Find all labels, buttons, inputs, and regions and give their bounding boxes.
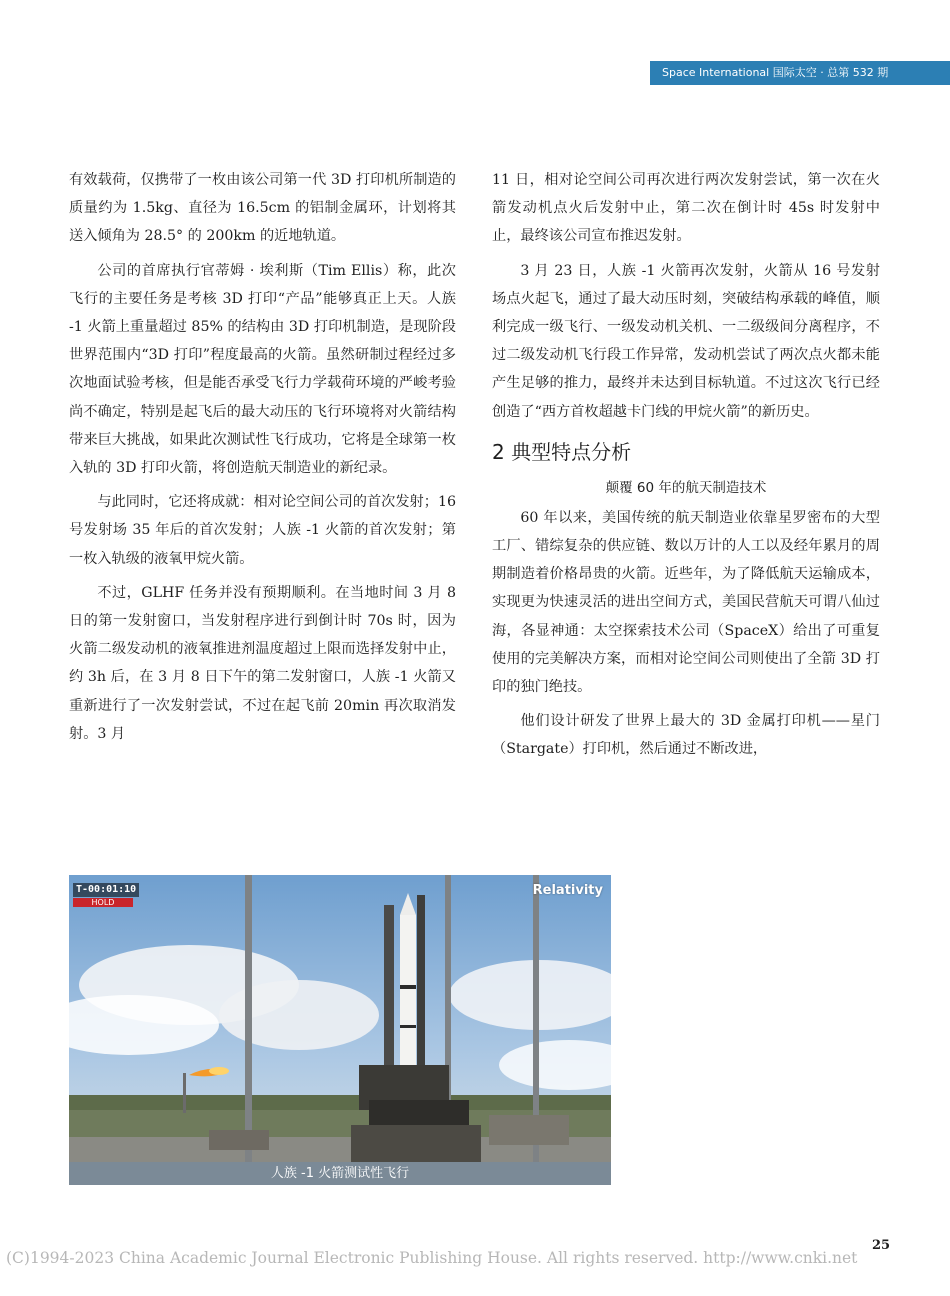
figure-caption: 人族 -1 火箭测试性飞行	[69, 1162, 611, 1185]
body-paragraph: 不过，GLHF 任务并没有预期顺利。在当地时间 3 月 8 日的第一发射窗口，当发射程序进行到倒计时 70s 时，因为火箭二级发动机的液氧推进剂温度超过上限而选择发射中止，约 3h 后，在 3 月 8 日下午的第二发射窗口，人族 -1 火箭又重新进行了一次发射尝试，不过在起飞前 20min 再次取消发射。3 月	[69, 584, 456, 742]
body-paragraph: 与此同时，它还将成就：相对论空间公司的首次发射；16 号发射场 35 年后的首次发射；人族 -1 火箭的首次发射；第一枚入轨级的液氧甲烷火箭。	[69, 494, 456, 567]
section-title: 2 典型特点分析	[492, 439, 632, 464]
body-paragraph: 3 月 23 日，人族 -1 火箭再次发射，火箭从 16 号发射场点火起飞，通过了最大动压时刻，突破结构承载的峰值，顺利完成一级飞行、一级发动机关机、一二级级间分离程序，不过二级发动机飞行段工作异常，发动机尝试了两次点火都未能产生足够的推力，最终并未达到目标轨道。不过这次飞行已经创造了“西方首枚超越卡门线的甲烷火箭”的新历史。	[492, 262, 880, 420]
journal-header-bar	[650, 61, 950, 85]
hold-status-badge: HOLD	[73, 898, 133, 907]
rocket-launch-photo	[69, 875, 611, 1162]
copyright-notice: (C)1994-2023 China Academic Journal Electronic Publishing House. All rights reserved. http://www.cnki.net	[6, 1249, 858, 1267]
right-column	[492, 166, 880, 770]
broadcast-watermark: Relativity	[532, 883, 603, 898]
body-paragraph: 他们设计研发了世界上最大的 3D 金属打印机——星门（Stargate）打印机，然后通过不断改进，	[492, 713, 880, 758]
left-column	[69, 166, 456, 754]
rocket-figure	[69, 875, 611, 1185]
body-paragraph: 60 年以来，美国传统的航天制造业依靠星罗密布的大型工厂、错综复杂的供应链、数以万计的人工以及经年累月的周期制造着价格昂贵的火箭。近些年，为了降低航天运输成本，实现更为快速灵活的进出空间方式，美国民营航天可谓八仙过海，各显神通：太空探索技术公司（SpaceX）给出了可重复使用的完美解决方案，而相对论空间公司则使出了全箭 3D 打印的独门绝技。	[492, 509, 880, 696]
body-paragraph: 公司的首席执行官蒂姆 · 埃利斯（Tim Ellis）称，此次飞行的主要任务是考核 3D 打印“产品”能够真正上天。人族 -1 火箭上重量超过 85% 的结构由 3D 打印机制造，是现阶段世界范围内“3D 打印”程度最高的火箭。虽然研制过程经过多次地面试验考核，但是能否承受飞行力学载荷环境的严峻考验尚不确定，特别是起飞后的最大动压的飞行环境将对火箭结构带来巨大挑战，如果此次测试性飞行成功，它将是全球第一枚入轨的 3D 打印火箭，将创造航天制造业的新纪录。	[69, 262, 456, 477]
page-number: 25	[872, 1238, 891, 1253]
body-paragraph: 有效载荷，仅携带了一枚由该公司第一代 3D 打印机所制造的质量约为 1.5kg、直径为 16.5cm 的铝制金属环，计划将其送入倾角为 28.5° 的 200km 的近地轨道。	[69, 172, 456, 245]
launch-pad-illustration	[69, 875, 611, 1162]
journal-header-text: Space International 国际太空 · 总第 532 期	[662, 66, 889, 79]
countdown-clock: T-00:01:10	[73, 883, 139, 897]
subheading: 颠覆 60 年的航天制造技术	[605, 479, 767, 496]
body-paragraph: 11 日，相对论空间公司再次进行两次发射尝试，第一次在火箭发动机点火后发射中止，第二次在倒计时 45s 时发射中止，最终该公司宣布推迟发射。	[492, 172, 880, 245]
